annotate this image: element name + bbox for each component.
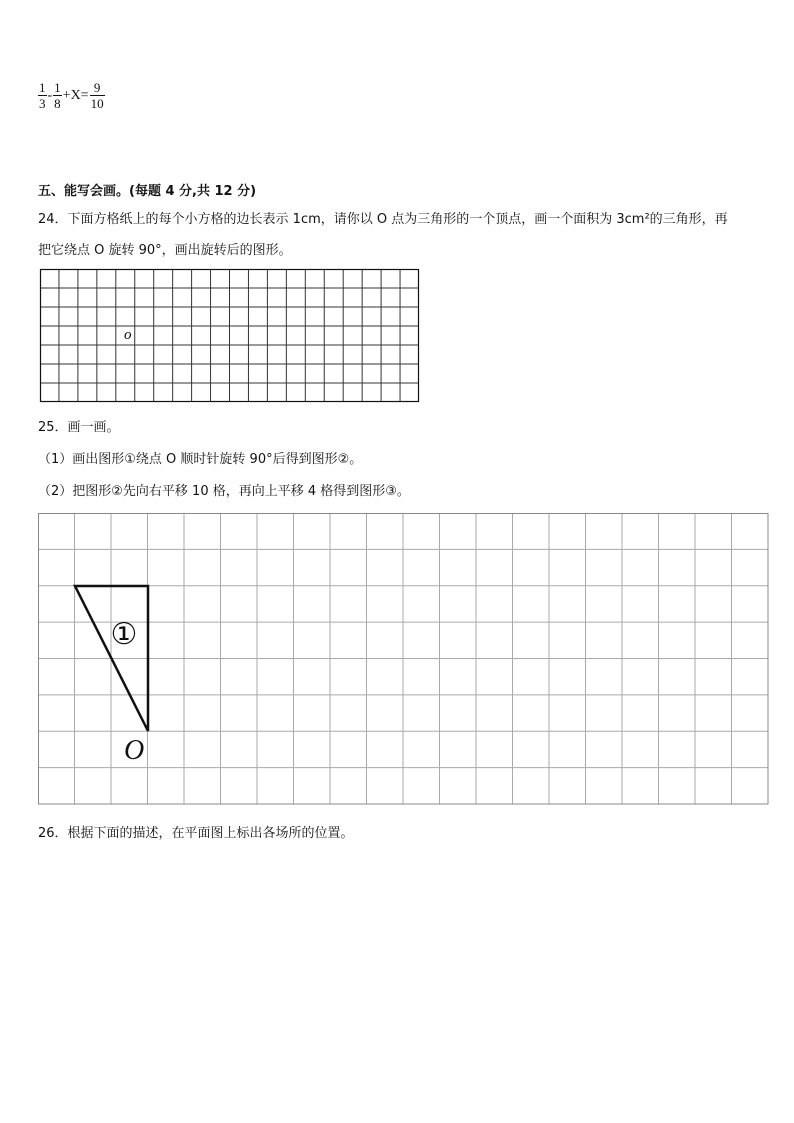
point-o-label: O — [124, 735, 145, 766]
q24-point-o-label: o — [124, 327, 132, 343]
fraction-nine-tenths — [90, 80, 105, 111]
denominator: 3 — [39, 96, 46, 111]
numerator: 1 — [39, 80, 46, 95]
q25-part2: （2）把图形②先向右平移 10 格，再向上平移 4 格得到图形③。 — [38, 484, 410, 499]
shape-1-label: ① — [110, 617, 138, 652]
q25-part1: （1）画出图形①绕点 O 顺时针旋转 90°后得到图形②。 — [38, 452, 363, 467]
q24-text-line2: 把它绕点 O 旋转 90°，画出旋转后的图形。 — [38, 243, 292, 258]
q24-grid — [40, 269, 420, 403]
plus-x-equals: +X= — [62, 87, 89, 103]
q25-grid — [38, 513, 769, 805]
numerator: 9 — [90, 80, 105, 96]
section-title: 五、能写会画。(每题 4 分,共 12 分) — [38, 184, 257, 199]
q26-title: 26．根据下面的描述，在平面图上标出各场所的位置。 — [38, 826, 354, 841]
q25-title: 25．画一画。 — [38, 420, 120, 435]
denominator: 8 — [54, 96, 61, 111]
minus-sign: - — [47, 87, 53, 103]
fraction-one-third — [38, 80, 47, 111]
numerator: 1 — [54, 80, 61, 95]
q24-text-line1: 24．下面方格纸上的每个小方格的边长表示 1cm，请你以 O 点为三角形的一个顶点，画一个面积为 3cm²的三角形，再 — [38, 212, 728, 227]
fraction-one-eighth — [53, 80, 62, 111]
equation — [38, 80, 105, 111]
denominator: 10 — [90, 96, 104, 111]
